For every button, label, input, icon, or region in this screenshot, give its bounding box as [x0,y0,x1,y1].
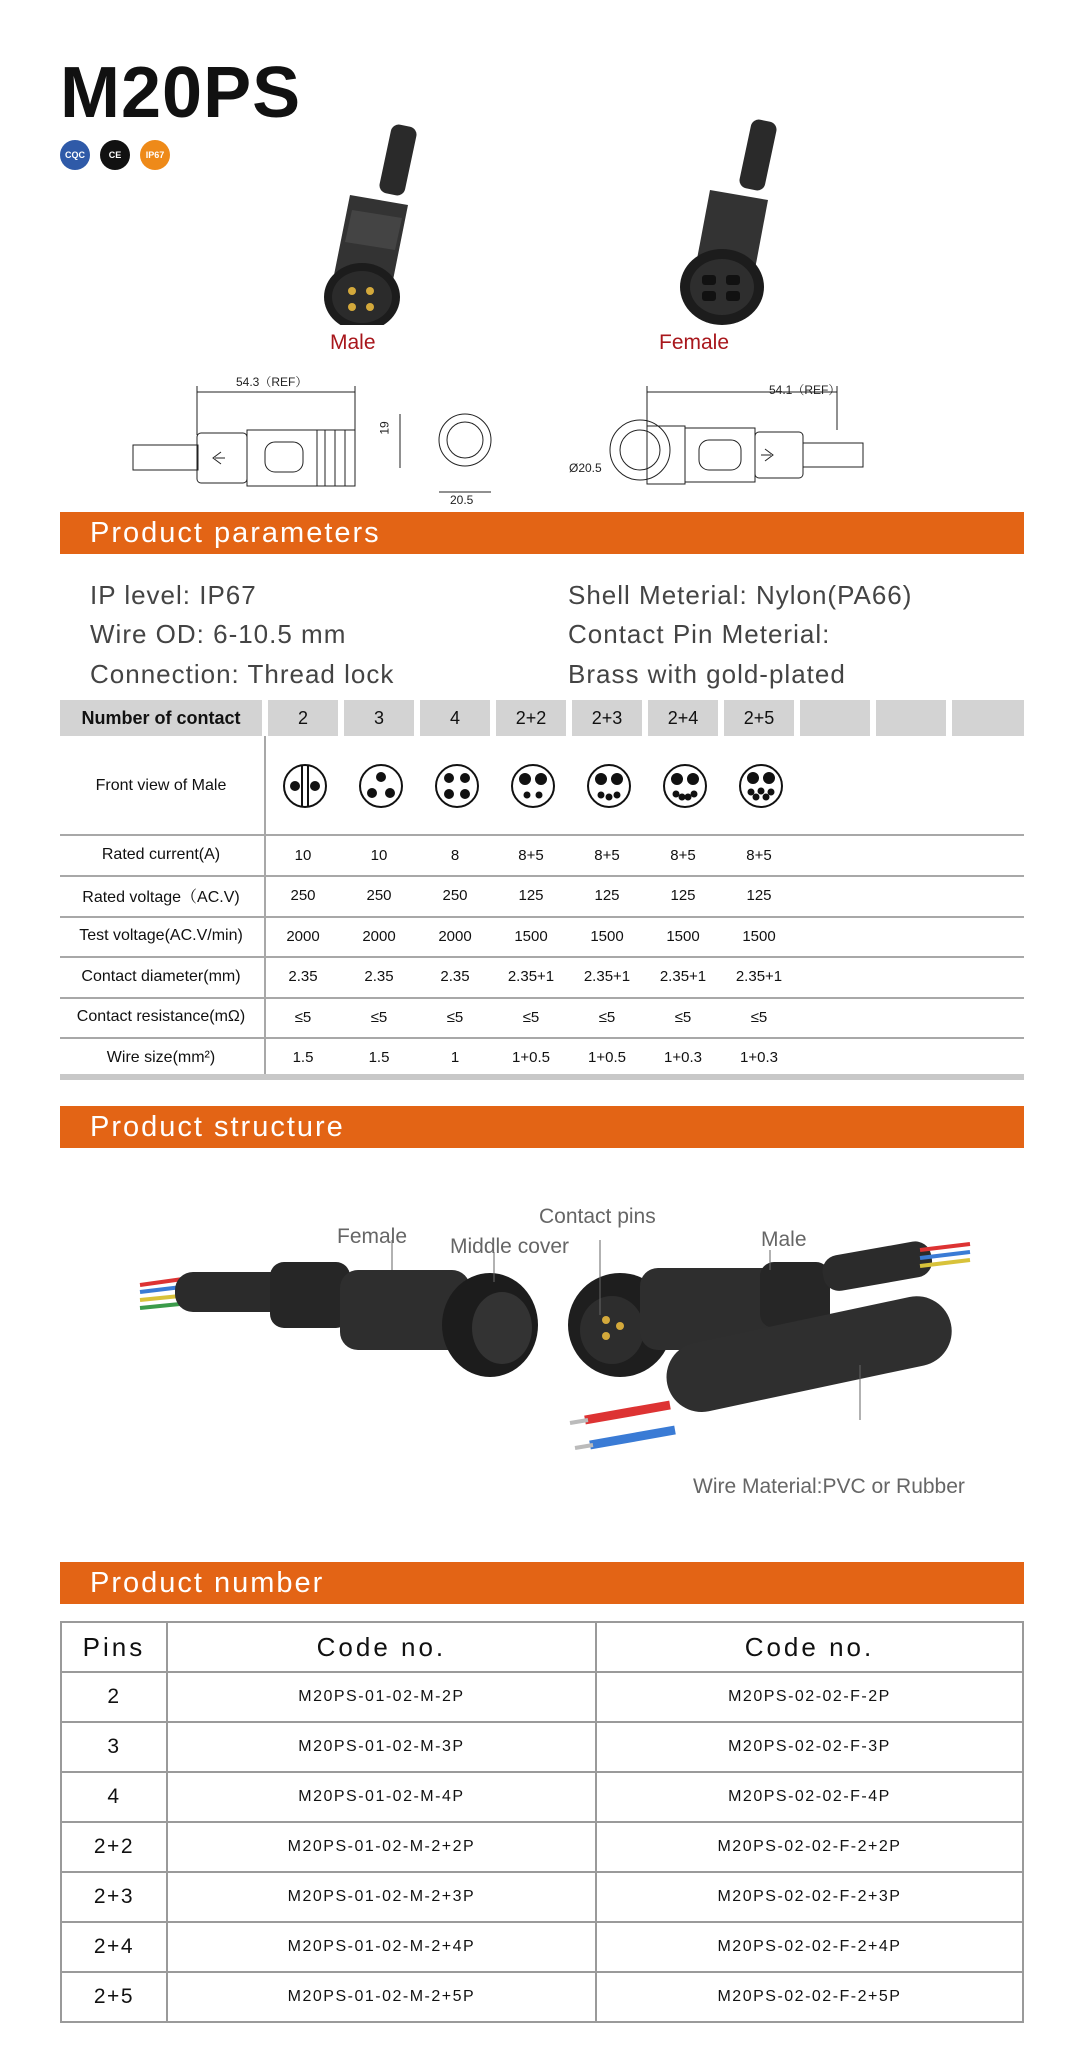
spec-cell: 125 [746,887,772,904]
code-pins-cell: 2+5 [61,1972,167,2022]
spec-cell: ≤5 [446,1008,464,1026]
code-female-cell: M20PS-02-02-F-4P [596,1772,1023,1822]
code-male-cell: M20PS-01-02-M-3P [167,1722,596,1772]
male-height-dim: 19 [377,421,392,435]
code-female-cell: M20PS-02-02-F-3P [596,1722,1023,1772]
structure-label-male: Male [761,1228,807,1251]
spec-col-header: 2+2 [496,700,566,736]
structure-label-wire: Wire Material:PVC or Rubber [693,1475,965,1498]
section-structure-bar: Product structure [60,1106,1024,1148]
spec-col-header [876,700,946,736]
spec-col-header: 3 [344,700,414,736]
spec-row-label: Test voltage(AC.V/min) [79,927,243,944]
code-pins-cell: 3 [61,1722,167,1772]
code-pins-cell: 2 [61,1672,167,1722]
page-title: M20PS [60,53,302,133]
spec-cell: 1500 [514,927,548,945]
code-header-female: Code no. [596,1622,1023,1672]
spec-cell: 1.5 [292,1049,314,1066]
spec-cell: 2000 [438,927,472,945]
spec-cell: 125 [594,887,620,904]
spec-cell: 125 [518,887,544,904]
param-left-3: Connection: Thread lock [90,659,395,689]
spec-table-bottom [60,1074,1024,1080]
code-pins-cell: 2+4 [61,1922,167,1972]
spec-cell: 8 [450,846,460,864]
spec-row-label: Contact resistance(mΩ) [76,1008,246,1025]
female-caption: Female [659,331,730,354]
spec-cell: 2.35 [364,968,394,985]
spec-cell: 2.35 [288,968,318,985]
female-connector-image [650,115,800,325]
spec-cell: 2.35+1 [507,968,555,985]
spec-cell: 1 [450,1049,460,1066]
code-pins-cell: 4 [61,1772,167,1822]
code-male-cell: M20PS-01-02-M-2+3P [167,1872,596,1922]
spec-cell: 1+0.3 [664,1049,702,1066]
param-left-1: IP level: IP67 [90,580,257,610]
spec-cell: 8+5 [594,846,620,864]
code-male-cell: M20PS-01-02-M-2+5P [167,1972,596,2022]
spec-cell: 1+0.3 [740,1049,778,1066]
front-view-pin-icons [265,740,805,832]
table-row [61,1672,1023,1722]
male-length-dim: 54.3（REF） [236,375,308,389]
spec-cell: 2000 [362,927,396,945]
male-caption: Male [330,331,376,354]
structure-label-contact-pins: Contact pins [539,1205,656,1228]
spec-cell: 8+5 [518,846,544,864]
code-female-cell: M20PS-02-02-F-2+2P [596,1822,1023,1872]
table-row [61,1822,1023,1872]
code-female-cell: M20PS-02-02-F-2P [596,1672,1023,1722]
spec-cell: 1+0.5 [588,1049,626,1066]
table-row [61,1722,1023,1772]
code-header-pins: Pins [61,1622,167,1672]
spec-cell: 2.35 [440,968,470,985]
spec-col-header: 4 [420,700,490,736]
spec-cell: 125 [670,887,696,904]
param-right-3: Brass with gold-plated [568,659,846,689]
female-diameter-dim: Ø20.5 [569,461,602,475]
male-connector-image [290,115,440,325]
spec-cell: ≤5 [522,1008,540,1026]
spec-cell: ≤5 [750,1008,768,1026]
spec-cell: 250 [366,887,392,904]
structure-label-female: Female [337,1225,408,1248]
code-male-cell: M20PS-01-02-M-2+2P [167,1822,596,1872]
female-length-dim: 54.1（REF） [769,383,841,397]
table-row [61,1872,1023,1922]
table-row [61,1922,1023,1972]
product-code-table [60,1621,1024,2023]
spec-cell: 1500 [666,927,700,945]
table-row [61,1772,1023,1822]
spec-cell: 1500 [590,927,624,945]
spec-cell: ≤5 [370,1008,388,1026]
spec-row-label: Contact diameter(mm) [81,967,241,985]
spec-cell: 8+5 [670,846,696,864]
code-female-cell: M20PS-02-02-F-2+5P [596,1972,1023,2022]
section-number-bar: Product number [60,1562,1024,1604]
code-male-cell: M20PS-01-02-M-2P [167,1672,596,1722]
code-male-cell: M20PS-01-02-M-4P [167,1772,596,1822]
spec-cell: 1500 [742,927,776,945]
spec-cell: 8+5 [746,846,772,864]
spec-cell: 250 [290,887,316,904]
spec-cell: ≤5 [674,1008,692,1026]
structure-illustration [130,1240,1000,1490]
spec-cell: 2.35+1 [659,968,707,985]
section-parameters-bar: Product parameters [60,512,1024,554]
spec-cell: 2000 [286,927,320,945]
ip67-cert-icon: IP67 [140,140,170,170]
spec-row-label: Rated voltage（AC.V) [82,889,240,906]
param-left-2: Wire OD: 6-10.5 mm [90,619,347,649]
spec-col-header [952,700,1024,736]
spec-cell: 1.5 [368,1049,390,1066]
spec-col-header: 2+5 [724,700,794,736]
param-right-2: Contact Pin Meterial: [568,619,831,649]
spec-col-header [800,700,870,736]
code-header-male: Code no. [167,1622,596,1672]
spec-col-header: 2+4 [648,700,718,736]
spec-row-label: Rated current(A) [101,846,221,863]
male-width-dim: 20.5 [450,493,474,507]
ce-cert-icon: CE [100,140,130,170]
spec-cell: 250 [442,887,468,904]
spec-cell: 10 [294,846,312,864]
spec-header-label: Number of contact [60,700,262,736]
structure-label-middle-cover: Middle cover [450,1235,570,1258]
spec-cell: 10 [370,846,388,864]
code-pins-cell: 2+2 [61,1822,167,1872]
spec-cell: ≤5 [598,1008,616,1026]
spec-col-header: 2 [268,700,338,736]
code-female-cell: M20PS-02-02-F-2+4P [596,1922,1023,1972]
front-view-label: Front view of Male [95,777,227,794]
table-row [61,1972,1023,2022]
spec-cell: 1+0.5 [512,1049,550,1066]
spec-row-label: Wire size(mm²) [106,1048,216,1066]
cqc-cert-icon: CQC [60,140,90,170]
spec-cell: 2.35+1 [735,968,783,985]
spec-cell: ≤5 [294,1008,312,1026]
spec-cell: 2.35+1 [583,968,631,985]
param-right-1: Shell Meterial: Nylon(PA66) [568,580,913,610]
code-female-cell: M20PS-02-02-F-2+3P [596,1872,1023,1922]
code-pins-cell: 2+3 [61,1872,167,1922]
code-male-cell: M20PS-01-02-M-2+4P [167,1922,596,1972]
spec-col-header: 2+3 [572,700,642,736]
